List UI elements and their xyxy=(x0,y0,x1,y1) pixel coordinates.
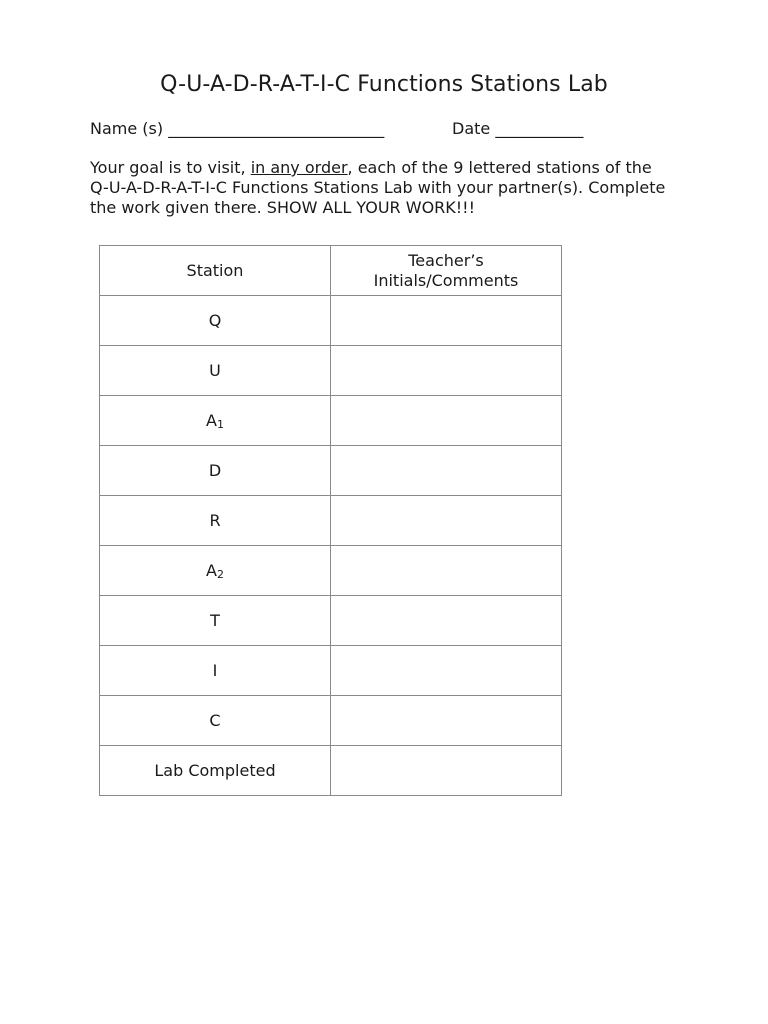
date-field xyxy=(452,119,583,138)
table-header-row xyxy=(100,246,562,296)
document-title: Q-U-A-D-R-A-T-I-C Functions Stations Lab xyxy=(160,72,608,97)
teacher-header-line-1: Teacher’s xyxy=(408,250,484,270)
teacher-initials-cell[interactable] xyxy=(331,496,562,546)
teacher-initials-cell[interactable] xyxy=(331,746,562,796)
stations-table-body xyxy=(100,296,562,796)
station-label: A xyxy=(206,410,217,430)
teacher-initials-cell[interactable] xyxy=(331,646,562,696)
table-row xyxy=(100,296,562,346)
table-row xyxy=(100,496,562,546)
station-subscript: 2 xyxy=(216,567,224,581)
station-label: R xyxy=(209,511,221,530)
table-row xyxy=(100,696,562,746)
station-cell xyxy=(100,746,331,796)
station-label: D xyxy=(208,461,222,480)
table-row xyxy=(100,546,562,596)
instructions-line-3: the work given there. SHOW ALL YOUR WORK!!! xyxy=(90,198,476,217)
table-row xyxy=(100,446,562,496)
instructions-emphasis: in any order xyxy=(250,158,348,177)
station-cell xyxy=(100,346,331,396)
instructions-paragraph xyxy=(90,158,690,218)
station-cell xyxy=(100,646,331,696)
instructions-line-2: Q-U-A-D-R-A-T-I-C Functions Stations Lab with your partner(s). Complete xyxy=(90,178,666,197)
instructions-text: , each of the 9 lettered stations of the xyxy=(347,158,652,177)
instructions-line-1 xyxy=(90,158,690,178)
teacher-initials-cell[interactable] xyxy=(331,346,562,396)
station-cell xyxy=(100,396,331,446)
teacher-initials-cell[interactable] xyxy=(331,396,562,446)
teacher-initials-cell[interactable] xyxy=(331,696,562,746)
name-field xyxy=(90,119,384,138)
station-label: Q xyxy=(208,311,222,330)
teacher-initials-cell[interactable] xyxy=(331,546,562,596)
station-label: Lab Completed xyxy=(154,761,276,780)
teacher-initials-cell[interactable] xyxy=(331,596,562,646)
station-cell xyxy=(100,696,331,746)
station-label: U xyxy=(209,361,221,380)
station-cell xyxy=(100,296,331,346)
date-blank: ___________ xyxy=(495,119,584,138)
stations-table xyxy=(99,245,562,796)
teacher-initials-cell[interactable] xyxy=(331,446,562,496)
date-label: Date xyxy=(452,119,496,138)
table-row xyxy=(100,396,562,446)
table-row xyxy=(100,596,562,646)
station-cell xyxy=(100,446,331,496)
station-label: A xyxy=(206,560,217,580)
name-label: Name (s) xyxy=(90,119,169,138)
station-cell xyxy=(100,496,331,546)
station-column-header: Station xyxy=(100,246,331,296)
table-row xyxy=(100,746,562,796)
teacher-initials-cell[interactable] xyxy=(331,296,562,346)
instructions-text: Your goal is to visit, xyxy=(90,158,251,177)
station-subscript: 1 xyxy=(216,417,224,431)
station-cell xyxy=(100,596,331,646)
teacher-column-header xyxy=(331,246,562,296)
station-label: T xyxy=(210,611,220,630)
table-row xyxy=(100,346,562,396)
station-label: C xyxy=(209,711,221,730)
name-blank: ___________________________ xyxy=(168,119,385,138)
station-cell xyxy=(100,546,331,596)
table-row xyxy=(100,646,562,696)
station-label: I xyxy=(212,661,218,680)
teacher-header-line-2: Initials/Comments xyxy=(373,270,519,290)
